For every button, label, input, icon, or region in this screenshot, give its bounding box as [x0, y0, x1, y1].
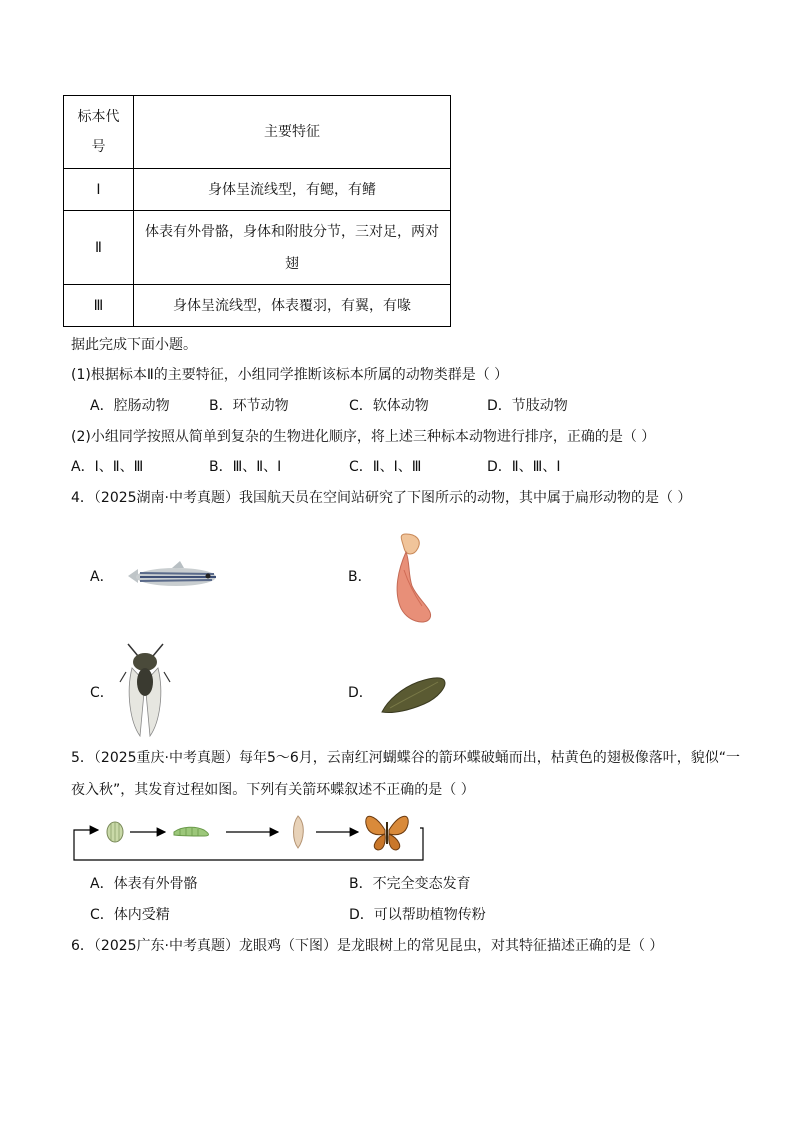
q2-option-a[interactable]: A．Ⅰ、Ⅱ、Ⅲ: [71, 459, 144, 475]
flatworm-image[interactable]: [378, 672, 448, 717]
q4-option-a-label[interactable]: A．: [90, 569, 114, 585]
row-code: Ⅲ: [64, 285, 134, 327]
table-row: [64, 169, 451, 211]
row-feature: 身体呈流线型，有鳃，有鳍: [134, 169, 451, 211]
q2-option-c[interactable]: C．Ⅱ、Ⅰ、Ⅲ: [349, 459, 422, 475]
q5-option-a[interactable]: A．体表有外骨骼: [90, 876, 198, 892]
intro-text: 据此完成下面小题。: [71, 337, 197, 353]
zebrafish-image[interactable]: [124, 556, 224, 596]
pupa-image: [294, 816, 304, 848]
q5-option-b[interactable]: B．不完全变态发育: [349, 876, 471, 892]
egg-image: [107, 822, 123, 842]
q4-option-d-label[interactable]: D．: [348, 685, 373, 701]
q1-option-d[interactable]: D．节肢动物: [487, 398, 568, 414]
specimen-table: [63, 95, 451, 327]
q2-option-b[interactable]: B．Ⅲ、Ⅱ、Ⅰ: [209, 459, 282, 475]
header-feature: 主要特征: [134, 96, 451, 169]
header-code: 标本代号: [64, 96, 134, 169]
q4-option-c-label[interactable]: C．: [90, 685, 114, 701]
q5-option-d[interactable]: D．可以帮助植物传粉: [349, 907, 486, 923]
larva-image: [174, 827, 209, 836]
table-row: [64, 211, 451, 285]
question-5-stem-line2: 夜入秋”，其发育过程如图。下列有关箭环蝶叙述不正确的是（ ）: [71, 782, 475, 798]
table-row: [64, 285, 451, 327]
question-2-stem: (2)小组同学按照从简单到复杂的生物进化顺序，将上述三种标本动物进行排序，正确的是（ ）: [71, 429, 656, 445]
butterfly-life-cycle-diagram: [70, 808, 430, 864]
question-1-stem: (1)根据标本Ⅱ的主要特征，小组同学推断该标本所属的动物类群是（ ）: [71, 367, 509, 383]
q4-option-b-label[interactable]: B．: [348, 569, 372, 585]
row-code: Ⅱ: [64, 211, 134, 285]
question-6-stem: 6．（2025广东·中考真题）龙眼鸡（下图）是龙眼树上的常见昆虫，对其特征描述正确的是（ ）: [71, 938, 664, 954]
q1-option-a[interactable]: A．腔肠动物: [90, 398, 170, 414]
q2-option-d[interactable]: D．Ⅱ、Ⅲ、Ⅰ: [487, 459, 561, 475]
q1-option-b[interactable]: B．环节动物: [209, 398, 289, 414]
planarian-parasite-image[interactable]: [378, 530, 438, 630]
cicada-image[interactable]: [118, 642, 173, 738]
row-code: Ⅰ: [64, 169, 134, 211]
adult-butterfly-image: [366, 816, 408, 850]
row-feature: 身体呈流线型，体表覆羽，有翼，有喙: [134, 285, 451, 327]
question-5-stem-line1: 5．（2025重庆·中考真题）每年5～6月，云南红河蝴蝶谷的箭环蝶破蛹而出，枯黄色的翅极像落叶，貌似“一: [71, 750, 741, 766]
question-4-stem: 4．（2025湖南·中考真题）我国航天员在空间站研究了下图所示的动物，其中属于扁形动物的是（ ）: [71, 490, 692, 506]
row-feature: 体表有外骨骼，身体和附肢分节，三对足，两对翅: [134, 211, 451, 285]
q1-option-c[interactable]: C．软体动物: [349, 398, 429, 414]
table-header-row: [64, 96, 451, 169]
q5-option-c[interactable]: C．体内受精: [90, 907, 170, 923]
